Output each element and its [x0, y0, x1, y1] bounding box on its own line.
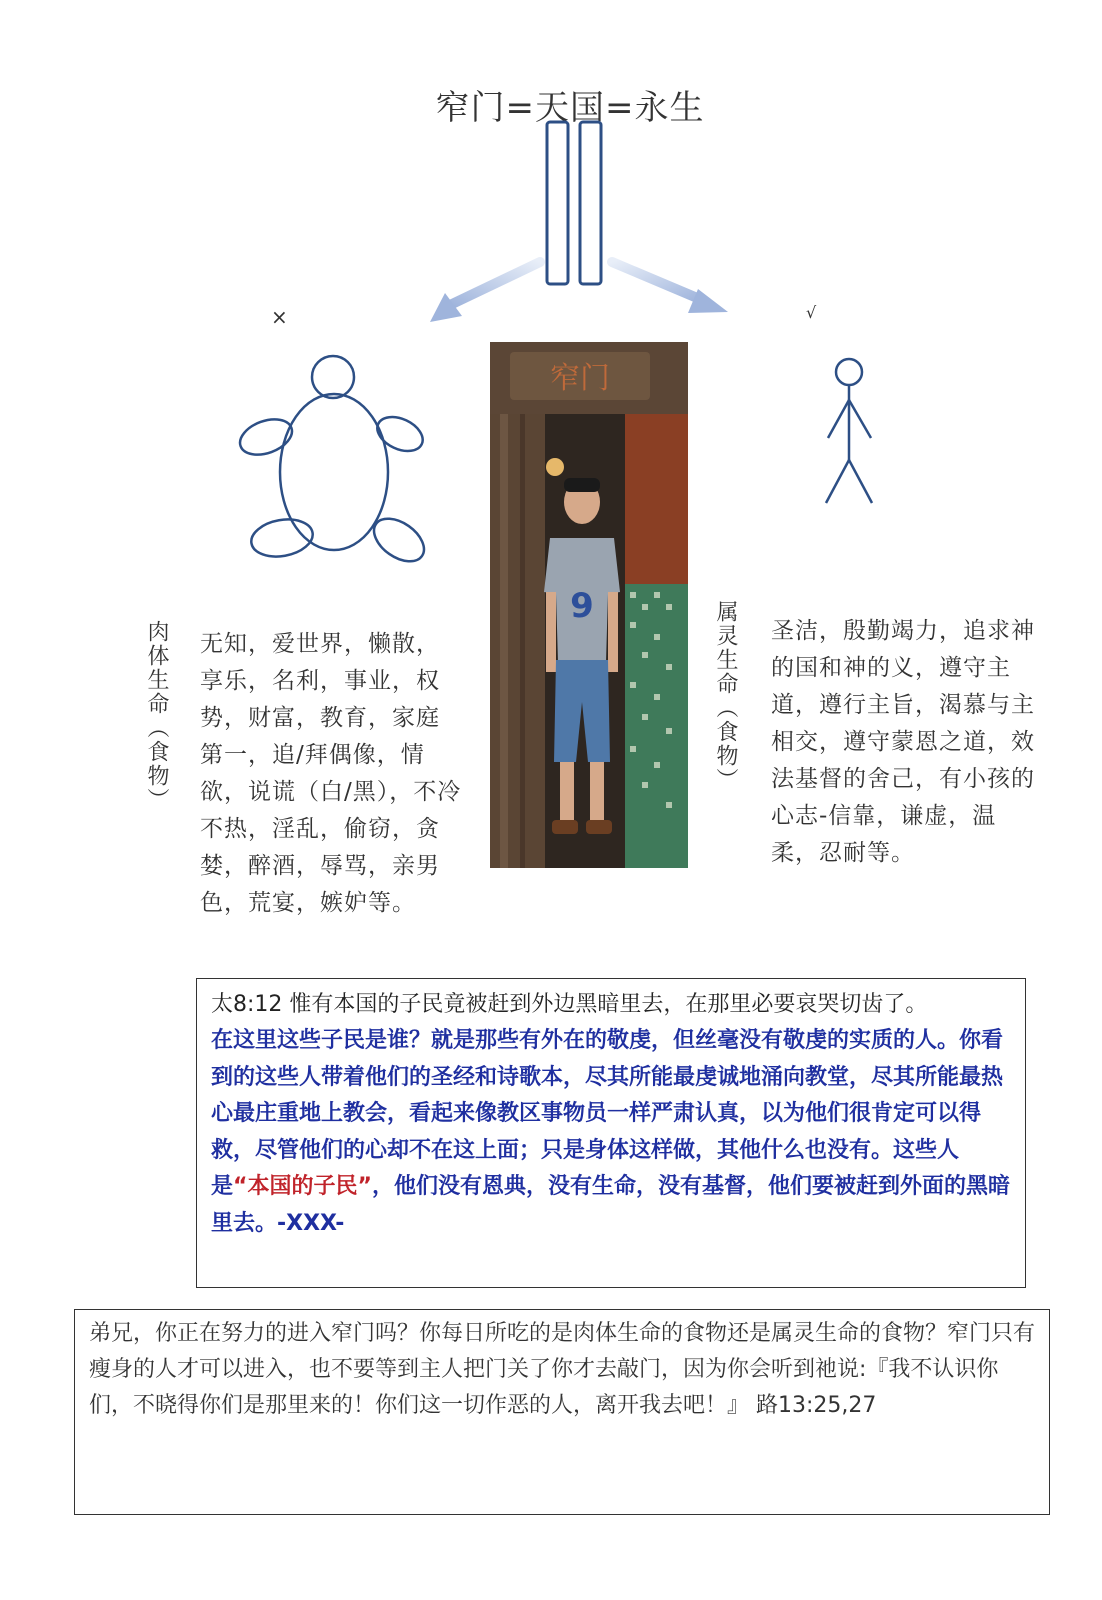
scripture-verse: 太8:12 惟有本国的子民竟被赶到外边黑暗里去，在那里必要哀哭切齿了。: [211, 992, 928, 1017]
stick-figure-icon: [826, 359, 872, 503]
right-mark: √: [806, 303, 817, 322]
shirt-number: 9: [570, 586, 594, 626]
fleshly-life-list: 无知，爱世界，懒散，享乐，名利，事业，权势，财富，教育，家庭第一，追/拜偶像，情欲，说谎（白/黑），不冷不热，淫乱，偷窃，贪婪，醉酒，辱骂，亲男色，荒宴，嫉妒等。: [200, 631, 462, 916]
page-title: 窄门=天国=永生: [435, 88, 705, 128]
commentary-highlight: “本国的子民”: [233, 1174, 372, 1199]
commentary-part-2: ，他们没有恩典，没有生命，没有基督，他们要被赶到外面的黑暗里去。-XXX-: [211, 1174, 1010, 1236]
fleshly-life-label: 肉体生命（食物）: [144, 620, 169, 812]
commentary-text: [211, 1023, 1011, 1242]
narrow-door-photo: [490, 342, 688, 868]
closing-appeal-box: [74, 1309, 1050, 1515]
arrow-right-icon: [612, 262, 728, 313]
commentary-part-1: 在这里这些子民是谁？就是那些有外在的敬虔，但丝毫没有敬虔的实质的人。你看到的这些人带着他们的圣经和诗歌本，尽其所能最虔诚地涌向教堂，尽其所能最热心最庄重地上教会，看起来像教区事物员一样严肃认真，以为他们很肯定可以得救，尽管他们的心却不在这上面；只是身体这样做，其他什么也没有。这些人是: [211, 1028, 1004, 1199]
sign-text: 窄门: [550, 361, 610, 396]
turtle-icon: [235, 356, 432, 570]
wrong-mark: ×: [271, 305, 288, 329]
narrow-gate-icon: [547, 122, 601, 284]
scripture-quote-box: [196, 978, 1026, 1288]
closing-text: 弟兄，你正在努力的进入窄门吗？你每日所吃的是肉体生命的食物还是属灵生命的食物？窄门只有瘦身的人才可以进入，也不要等到主人把门关了你才去敲门，因为你会听到祂说:『我不认识你们，不晓得你们是那里来的！你们这一切作恶的人，离开我去吧！』 路13:25,27: [89, 1321, 1036, 1418]
spiritual-life-label: 属灵生命（食物）: [713, 600, 738, 792]
spiritual-life-list: 圣洁，殷勤竭力，追求神的国和神的义，遵守主道，遵行主旨，渴慕与主相交，遵守蒙恩之道，效法基督的舍己，有小孩的心志-信靠，谦虚，温柔，忍耐等。: [771, 618, 1035, 866]
arrow-left-icon: [430, 262, 540, 322]
